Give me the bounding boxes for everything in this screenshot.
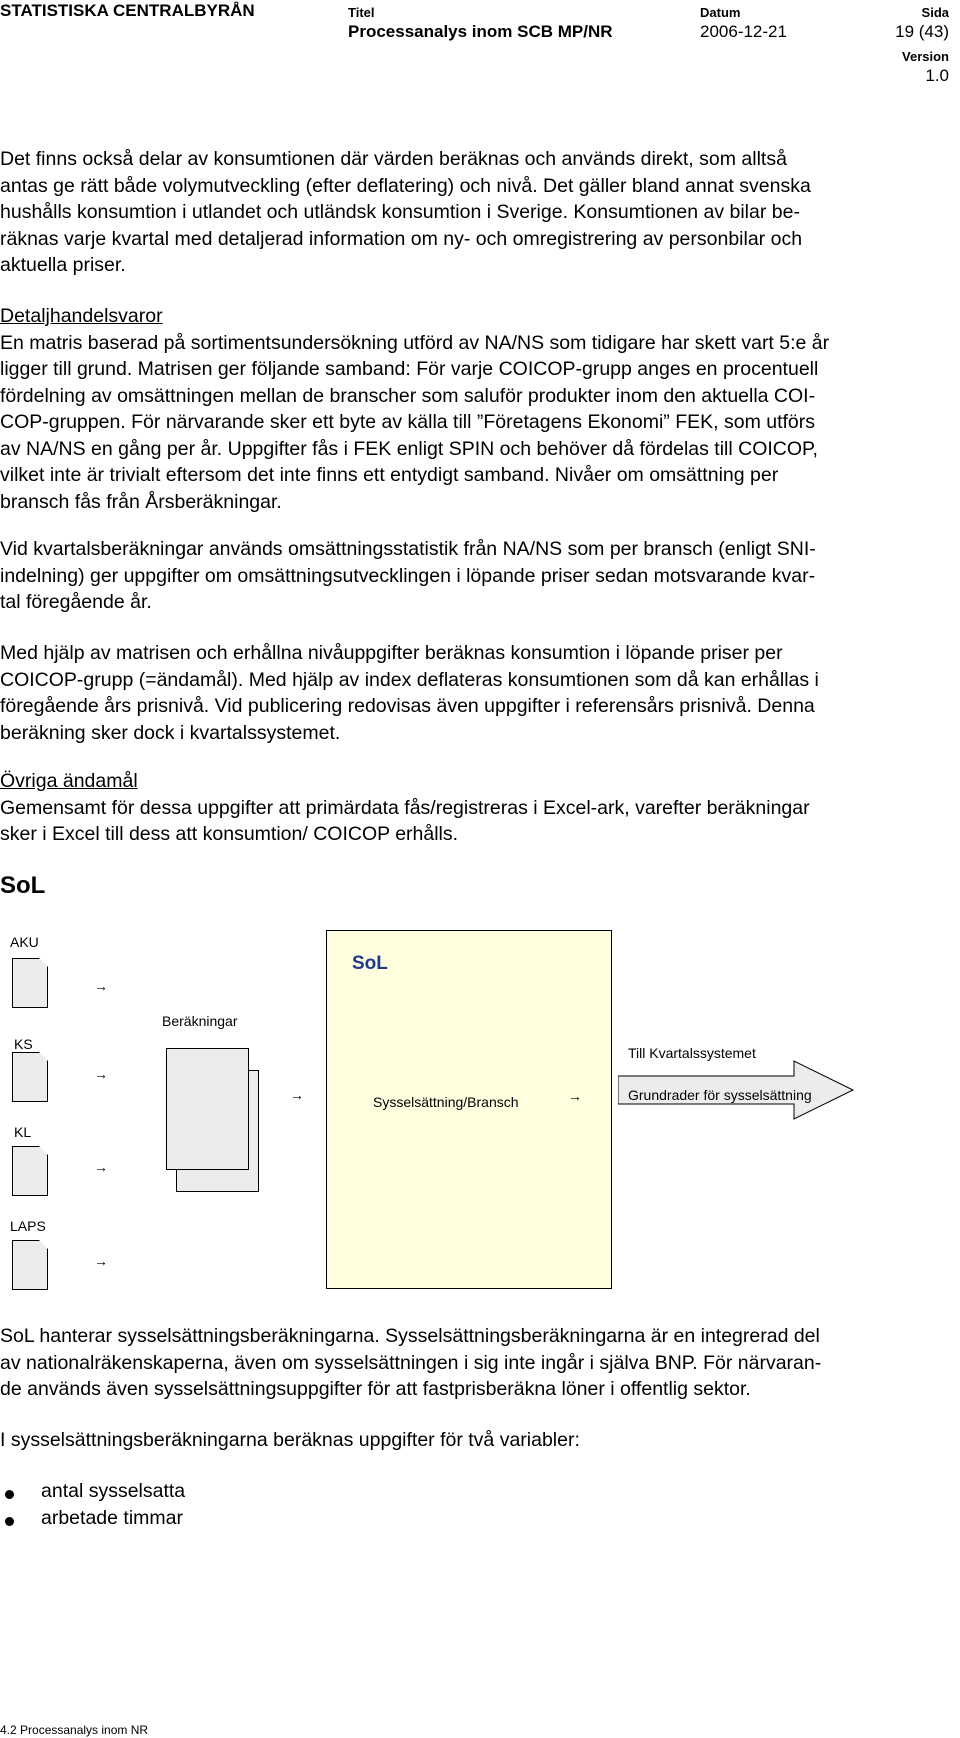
employment-branch-label: Sysselsättning/Bransch (373, 1094, 519, 1110)
text-line: räknas varje kvartal med detaljerad information om ny- och omregistrering av personbilar och (0, 227, 803, 250)
version-label: Version (902, 49, 949, 64)
text-line: COP-gruppen. För närvarande sker ett byte av källa till ”Företagens Ekonomi” FEK, som utförs (0, 411, 816, 433)
text-line: Det finns också delar av konsumtionen där värden beräknas och används direkt, som alltså (0, 148, 787, 170)
text-line: sker i Excel till dess att konsumtion/ COICOP erhålls. (0, 823, 459, 845)
section-detaljhandel (0, 303, 952, 515)
paragraph-sol-description (0, 1323, 952, 1403)
arrow-right-icon: → (290, 1087, 304, 1103)
source-label-aku: AKU (10, 934, 39, 950)
doc-title: Processanalys inom SCB MP/NR (348, 22, 613, 41)
bullet-icon (5, 1517, 14, 1526)
paragraph-consumption-direct (0, 146, 952, 279)
bullet-icon (5, 1490, 14, 1499)
section-heading: Detaljhandelsvaror (0, 305, 163, 327)
source-label-ks: KS (14, 1036, 33, 1052)
arrow-right-icon: → (94, 1159, 108, 1175)
paragraph-variables (0, 1427, 952, 1454)
text-line: I sysselsättningsberäkningarna beräknas uppgifter för två variabler: (0, 1429, 580, 1451)
page-number: 19 (43) (895, 22, 949, 41)
org-name: STATISTISKA CENTRALBYRÅN (0, 1, 255, 20)
sol-box-title: SoL (352, 953, 388, 974)
text-line: En matris baserad på sortimentsundersökning utförd av NA/NS som tidigare har skett vart 5:e år (0, 331, 830, 354)
document-icon (12, 1240, 48, 1290)
text-line: hushålls konsumtion i utlandet och utländsk konsumtion i Sverige. Konsumtionen av bilar be- (0, 201, 800, 223)
text-line: antas ge rätt både volymutveckling (efter deflatering) och nivå. Det gäller bland annat svenska (0, 174, 811, 197)
sol-diagram (0, 920, 960, 1295)
arrow-right-icon: → (94, 1066, 108, 1082)
paragraph-matrix (0, 640, 952, 746)
text-line: Med hjälp av matrisen och erhållna nivåuppgifter beräknas konsumtion i löpande priser per (0, 642, 783, 664)
text-line: tal föregående år. (0, 591, 152, 613)
text-line: de används även sysselsättningsuppgifter för att fastprisberäkna löner i offentlig sektor. (0, 1378, 751, 1400)
arrow-right-icon: → (568, 1088, 582, 1104)
text-line: vilket inte är trivialt eftersom det inte finns ett entydigt samband. Nivåer om omsättning per (0, 464, 779, 486)
output-label: Till Kvartalssystemet (628, 1045, 756, 1061)
calc-page-front (166, 1048, 249, 1170)
source-label-laps: LAPS (10, 1218, 46, 1234)
text-line: föregående års prisnivå. Vid publicering redovisas även uppgifter i referensårs prisnivå. Denna (0, 695, 815, 717)
arrow-right-icon: → (94, 1253, 108, 1269)
arrow-right-icon: → (94, 978, 108, 994)
list-item: antal sysselsatta (41, 1480, 186, 1502)
text-line: SoL hanterar sysselsättningsberäkningarna. Sysselsättningsberäkningarna är en integrerad del (0, 1325, 820, 1347)
version-number: 1.0 (925, 66, 949, 85)
date-label: Datum (700, 5, 741, 20)
sol-heading: SoL (0, 872, 46, 899)
list-item: arbetade timmar (41, 1507, 183, 1529)
text-line: bransch fås från Årsberäkningar. (0, 490, 282, 513)
variables-list (0, 1480, 600, 1540)
page-label: Sida (921, 5, 949, 20)
sol-system-box (326, 930, 612, 1289)
text-line: av NA/NS en gång per år. Uppgifter fås i FEK enligt SPIN och behöver då fördelas till COICOP, (0, 437, 818, 460)
text-line: COICOP-grupp (=ändamål). Med hjälp av index deflateras konsumtionen som då kan erhållas i (0, 668, 819, 691)
title-label: Titel (348, 5, 375, 20)
doc-date: 2006-12-21 (700, 22, 787, 41)
paragraph-quarterly (0, 536, 952, 616)
text-line: aktuella priser. (0, 254, 126, 276)
text-line: Vid kvartalsberäkningar används omsättningsstatistik från NA/NS som per bransch (enligt SNI- (0, 538, 816, 560)
text-line: Gemensamt för dessa uppgifter att primärdata fås/registreras i Excel-ark, varefter beräkningar (0, 796, 810, 819)
section-ovriga (0, 768, 952, 848)
calc-label: Beräkningar (162, 1013, 238, 1029)
section-heading: Övriga ändamål (0, 770, 138, 792)
document-icon (12, 958, 48, 1008)
text-line: fördelning av omsättningen mellan de branscher som saluför produkter inom den aktuella COI- (0, 384, 816, 407)
text-line: indelning) ger uppgifter om omsättningsutvecklingen i löpande priser sedan motsvarande kvar- (0, 564, 816, 587)
text-line: ligger till grund. Matrisen ger följande samband: För varje COICOP-grupp anges en procentuell (0, 358, 819, 380)
document-icon (12, 1146, 48, 1196)
footer-text: 4.2 Processanalys inom NR (0, 1723, 149, 1737)
document-icon (12, 1052, 48, 1102)
text-line: beräkning sker dock i kvartalssystemet. (0, 721, 341, 744)
text-line: av nationalräkenskaperna, även om sysselsättningen i sig inte ingår i själva BNP. För närvaran- (0, 1351, 822, 1374)
source-label-kl: KL (14, 1124, 32, 1140)
output-box-label: Grundrader för sysselsättning (628, 1087, 812, 1103)
